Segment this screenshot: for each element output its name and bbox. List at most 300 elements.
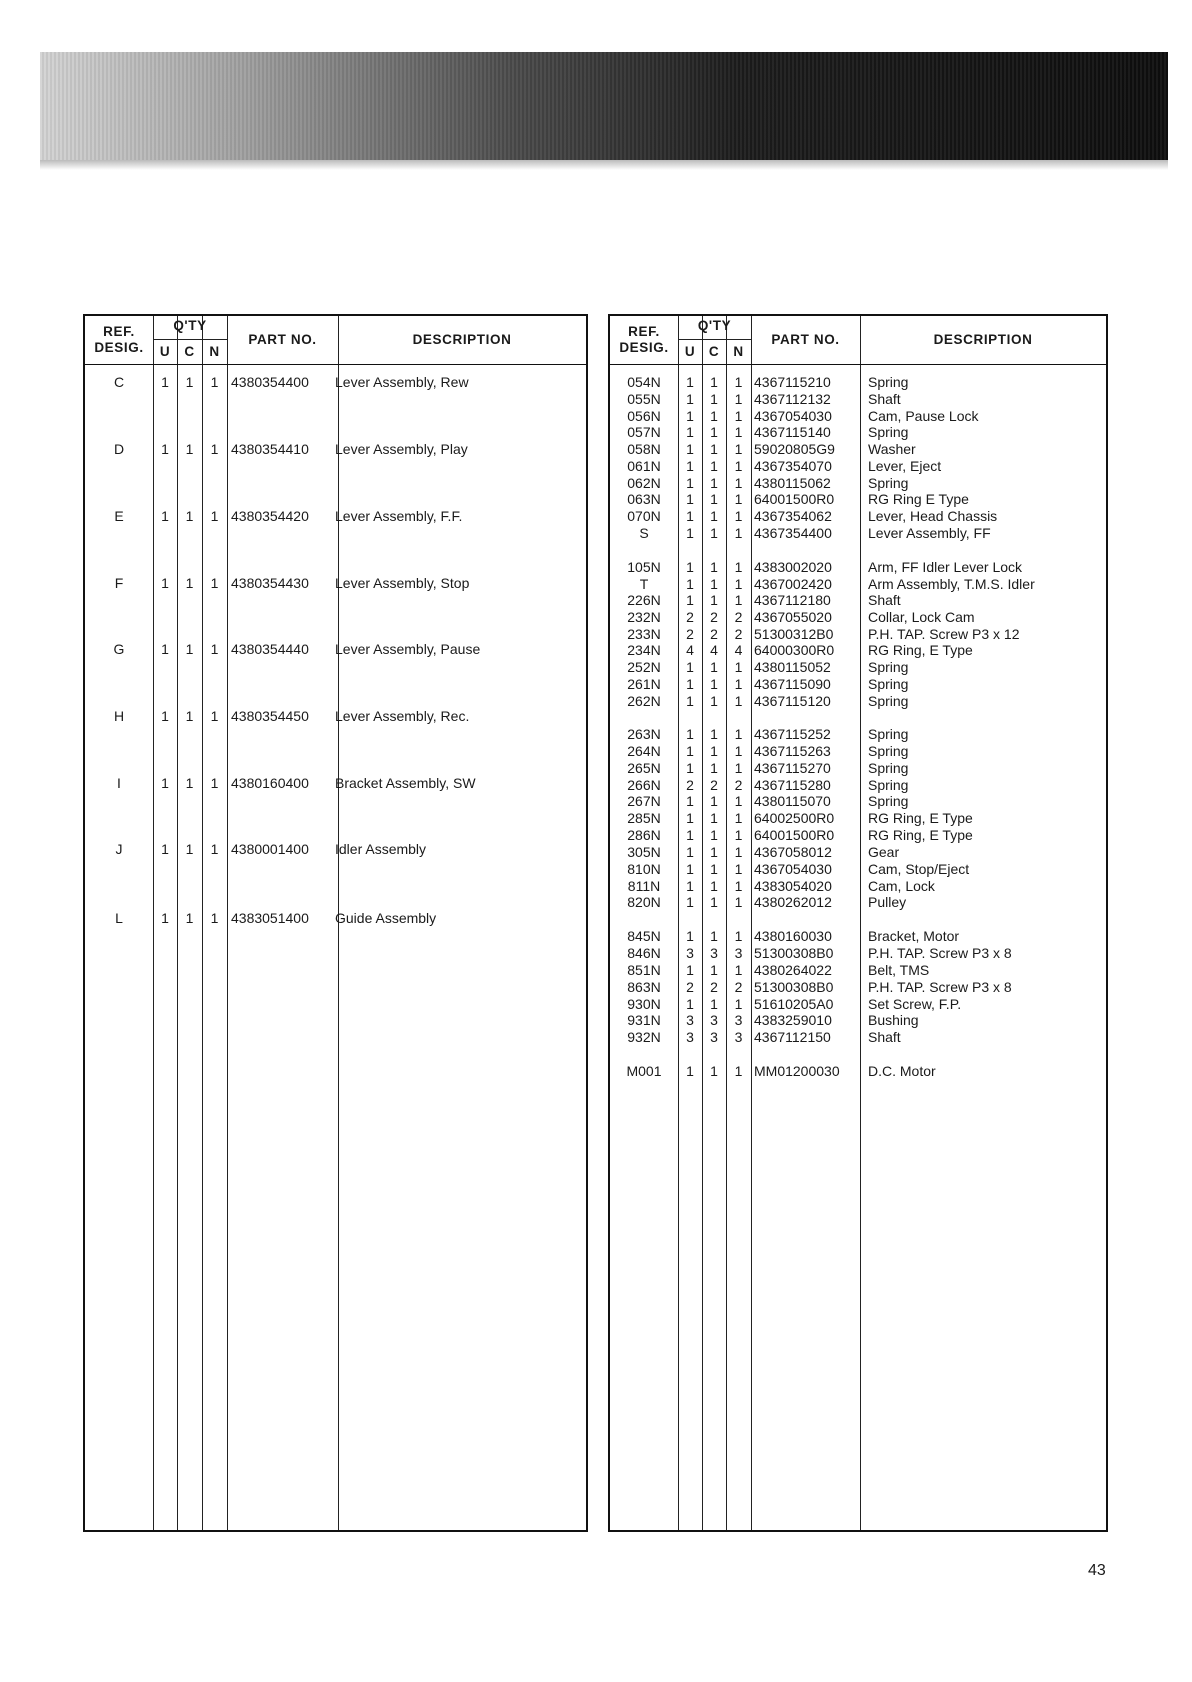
qty-n-cell: 3 xyxy=(734,945,743,961)
table-row xyxy=(610,676,1106,693)
table-row xyxy=(610,1012,1106,1029)
qty-n-cell: 1 xyxy=(734,475,743,491)
table-row xyxy=(610,374,1106,391)
ref-desig-cell: C xyxy=(113,374,125,390)
qty-c-cell: 1 xyxy=(185,841,194,857)
qty-u-cell: 1 xyxy=(686,576,694,592)
ref-desig-cell: F xyxy=(114,575,124,591)
table-row xyxy=(610,1029,1106,1046)
qty-c-cell: 1 xyxy=(710,374,718,390)
qty-c-header: C xyxy=(708,344,720,359)
table-row xyxy=(85,775,586,792)
table-row xyxy=(610,861,1106,878)
qty-u-cell: 1 xyxy=(686,726,694,742)
part-no-header: PART NO. xyxy=(771,332,840,347)
qty-c-cell: 1 xyxy=(710,996,718,1012)
ref-desig-cell: H xyxy=(113,708,125,724)
qty-u-cell: 3 xyxy=(686,1029,694,1045)
ref-desig-cell: 846N xyxy=(627,945,661,961)
qty-u-cell: 2 xyxy=(686,626,694,642)
qty-c-cell: 1 xyxy=(710,894,718,910)
part-no-cell: 4367112150 xyxy=(754,1029,831,1045)
part-no-cell: 51300308B0 xyxy=(754,945,834,961)
qty-n-cell: 1 xyxy=(734,458,743,474)
qty-u-cell: 1 xyxy=(161,575,169,591)
qty-n-cell: 1 xyxy=(734,861,743,877)
qty-c-cell: 1 xyxy=(710,827,718,843)
qty-c-cell: 4 xyxy=(710,642,718,658)
qty-u-cell: 1 xyxy=(686,827,694,843)
qty-c-cell: 2 xyxy=(710,979,718,995)
qty-n-cell: 1 xyxy=(210,841,219,857)
description-cell: Lever Assembly, Stop xyxy=(335,575,470,591)
ref-desig-cell: 931N xyxy=(627,1012,661,1028)
ref-desig-cell: 070N xyxy=(627,508,661,524)
table-row xyxy=(85,508,586,525)
qty-n-cell: 1 xyxy=(734,592,743,608)
table-row xyxy=(85,374,586,391)
description-cell: Lever Assembly, Pause xyxy=(335,641,481,657)
part-no-cell: 4380160400 xyxy=(231,775,309,791)
ref-desig-cell: 056N xyxy=(627,408,661,424)
part-no-cell: 4367115210 xyxy=(754,374,831,390)
qty-u-header: U xyxy=(159,344,171,359)
part-no-cell: 4380160030 xyxy=(754,928,832,944)
qty-n-cell: 1 xyxy=(210,910,219,926)
qty-u-cell: 1 xyxy=(686,559,694,575)
qty-c-cell: 1 xyxy=(710,793,718,809)
part-no-cell: 4383054020 xyxy=(754,878,832,894)
qty-u-cell: 1 xyxy=(686,592,694,608)
ref-desig-cell: I xyxy=(117,775,121,791)
part-no-cell: 4367112132 xyxy=(754,391,831,407)
qty-n-cell: 2 xyxy=(734,626,743,642)
ref-desig-cell: 252N xyxy=(627,659,661,675)
description-cell: Lever, Eject xyxy=(868,458,942,474)
description-cell: Belt, TMS xyxy=(868,962,930,978)
qty-c-cell: 1 xyxy=(710,1063,718,1079)
table-row xyxy=(610,810,1106,827)
qty-c-cell: 1 xyxy=(710,659,718,675)
table-row xyxy=(85,841,586,858)
qty-n-cell: 1 xyxy=(734,374,743,390)
qty-c-cell: 1 xyxy=(710,726,718,742)
qty-u-cell: 1 xyxy=(686,525,694,541)
part-no-cell: 4367115270 xyxy=(754,760,831,776)
description-cell: Lever Assembly, FF xyxy=(868,525,991,541)
description-cell: Shaft xyxy=(868,592,901,608)
qty-c-cell: 1 xyxy=(710,475,718,491)
header-banner xyxy=(40,52,1168,160)
table-row xyxy=(610,525,1106,542)
table-row xyxy=(610,793,1106,810)
part-no-cell: 4380115070 xyxy=(754,793,831,809)
table-row xyxy=(610,559,1106,576)
table-row xyxy=(610,424,1106,441)
table-row xyxy=(610,777,1106,794)
qty-u-cell: 1 xyxy=(686,408,694,424)
part-no-cell: 4367054030 xyxy=(754,861,832,877)
part-no-cell: 4380262012 xyxy=(754,894,832,910)
table-row xyxy=(610,408,1106,425)
qty-c-cell: 2 xyxy=(710,777,718,793)
qty-c-cell: 1 xyxy=(710,441,718,457)
qty-u-cell: 1 xyxy=(686,996,694,1012)
qty-u-cell: 1 xyxy=(161,910,169,926)
description-cell: RG Ring, E Type xyxy=(868,642,973,658)
qty-n-cell: 1 xyxy=(210,441,219,457)
qty-n-cell: 1 xyxy=(734,693,743,709)
qty-n-cell: 1 xyxy=(734,676,743,692)
table-row xyxy=(610,441,1106,458)
ref-desig-cell: 226N xyxy=(627,592,661,608)
description-cell: Spring xyxy=(868,760,909,776)
qty-n-cell: 3 xyxy=(734,1012,743,1028)
qty-n-cell: 2 xyxy=(734,979,743,995)
qty-c-cell: 1 xyxy=(710,458,718,474)
table-row xyxy=(610,743,1106,760)
part-no-cell: 4380354430 xyxy=(231,575,309,591)
qty-c-cell: 1 xyxy=(710,391,718,407)
table-row xyxy=(610,827,1106,844)
table-row xyxy=(610,609,1106,626)
part-no-cell: 4367115263 xyxy=(754,743,831,759)
part-no-cell: 4367055020 xyxy=(754,609,832,625)
part-no-cell: 4380354440 xyxy=(231,641,309,657)
qty-header: Q'TY xyxy=(697,318,732,333)
qty-n-cell: 1 xyxy=(734,576,743,592)
description-cell: Lever Assembly, Rec. xyxy=(335,708,470,724)
qty-n-cell: 1 xyxy=(734,810,743,826)
part-no-cell: 4367354062 xyxy=(754,508,832,524)
description-cell: RG Ring, E Type xyxy=(868,810,973,826)
part-no-cell: 4367058012 xyxy=(754,844,832,860)
description-cell: Lever Assembly, Rew xyxy=(335,374,469,390)
description-cell: Gear xyxy=(868,844,900,860)
description-cell: Bushing xyxy=(868,1012,919,1028)
part-no-cell: 4383259010 xyxy=(754,1012,832,1028)
qty-u-cell: 1 xyxy=(686,861,694,877)
table-row xyxy=(610,458,1106,475)
qty-u-cell: 1 xyxy=(686,793,694,809)
qty-c-cell: 1 xyxy=(710,491,718,507)
ref-desig-cell: G xyxy=(113,641,125,657)
part-no-cell: 51300312B0 xyxy=(754,626,834,642)
part-no-cell: 4367115140 xyxy=(754,424,831,440)
ref-desig-cell: D xyxy=(113,441,125,457)
qty-u-cell: 1 xyxy=(686,810,694,826)
qty-c-cell: 1 xyxy=(710,424,718,440)
part-no-cell: 64000300R0 xyxy=(754,642,835,658)
qty-c-cell: 3 xyxy=(710,1012,718,1028)
qty-n-cell: 1 xyxy=(734,894,743,910)
part-no-cell: 59020805G9 xyxy=(754,441,835,457)
description-cell: RG Ring, E Type xyxy=(868,827,973,843)
ref-desig-cell: J xyxy=(115,841,123,857)
description-cell: Spring xyxy=(868,424,909,440)
qty-c-cell: 1 xyxy=(710,592,718,608)
description-cell: Bracket, Motor xyxy=(868,928,960,944)
ref-desig-cell: 232N xyxy=(627,609,661,625)
qty-c-cell: 1 xyxy=(185,575,194,591)
ref-desig-cell: 265N xyxy=(627,760,661,776)
qty-c-cell: 1 xyxy=(710,693,718,709)
part-no-cell: 4367054030 xyxy=(754,408,832,424)
description-cell: Guide Assembly xyxy=(335,910,437,926)
description-cell: Shaft xyxy=(868,1029,901,1045)
table-row xyxy=(610,726,1106,743)
table-row xyxy=(610,592,1106,609)
qty-u-cell: 1 xyxy=(686,693,694,709)
description-cell: RG Ring E Type xyxy=(868,491,969,507)
part-no-cell: 4380354400 xyxy=(231,374,309,390)
qty-n-cell: 1 xyxy=(210,641,219,657)
qty-u-cell: 1 xyxy=(161,508,169,524)
part-no-cell: 4367115280 xyxy=(754,777,831,793)
qty-u-cell: 1 xyxy=(161,841,169,857)
description-cell: Spring xyxy=(868,777,909,793)
table-row xyxy=(610,760,1106,777)
part-no-cell: 4380354410 xyxy=(231,441,309,457)
description-cell: Set Screw, F.P. xyxy=(868,996,962,1012)
qty-u-cell: 3 xyxy=(686,945,694,961)
description-cell: P.H. TAP. Screw P3 x 12 xyxy=(868,626,1020,642)
ref-desig-cell: L xyxy=(115,910,123,926)
ref-desig-cell: 845N xyxy=(627,928,661,944)
qty-c-cell: 1 xyxy=(710,559,718,575)
ref-desig-cell: 264N xyxy=(627,743,661,759)
part-no-cell: 51300308B0 xyxy=(754,979,834,995)
ref-desig-cell: 820N xyxy=(627,894,661,910)
qty-u-cell: 1 xyxy=(161,441,169,457)
table-row xyxy=(610,576,1106,593)
table-row xyxy=(610,642,1106,659)
table-row xyxy=(610,475,1106,492)
part-no-cell: 4380354450 xyxy=(231,708,309,724)
ref-desig-cell: 262N xyxy=(627,693,661,709)
description-cell: Spring xyxy=(868,726,909,742)
part-no-cell: 4367115120 xyxy=(754,693,831,709)
description-cell: Collar, Lock Cam xyxy=(868,609,975,625)
description-cell: Arm, FF Idler Lever Lock xyxy=(868,559,1023,575)
ref-desig-cell: 105N xyxy=(627,559,661,575)
description-cell: Spring xyxy=(868,475,909,491)
part-no-cell: 4367112180 xyxy=(754,592,831,608)
qty-n-cell: 1 xyxy=(734,928,743,944)
qty-u-cell: 1 xyxy=(686,743,694,759)
qty-u-cell: 1 xyxy=(686,508,694,524)
table-row xyxy=(610,878,1106,895)
qty-n-cell: 2 xyxy=(734,609,743,625)
part-no-cell: 4380001400 xyxy=(231,841,309,857)
description-cell: Lever Assembly, F.F. xyxy=(335,508,463,524)
qty-n-cell: 1 xyxy=(734,391,743,407)
qty-n-cell: 1 xyxy=(734,996,743,1012)
ref-desig-cell: 851N xyxy=(627,962,661,978)
part-no-header: PART NO. xyxy=(248,332,317,347)
table-row xyxy=(610,626,1106,643)
parts-table-left xyxy=(83,314,588,1532)
qty-u-cell: 2 xyxy=(686,777,694,793)
part-no-cell: 64002500R0 xyxy=(754,810,835,826)
qty-u-cell: 1 xyxy=(686,374,694,390)
qty-c-cell: 1 xyxy=(710,962,718,978)
qty-n-cell: 1 xyxy=(734,743,743,759)
part-no-cell: 4380115052 xyxy=(754,659,831,675)
qty-u-cell: 1 xyxy=(686,441,694,457)
description-cell: Pulley xyxy=(868,894,907,910)
table-row xyxy=(610,962,1106,979)
part-no-cell: MM01200030 xyxy=(754,1063,840,1079)
qty-n-cell: 1 xyxy=(734,408,743,424)
part-no-cell: 4380115062 xyxy=(754,475,831,491)
qty-u-cell: 1 xyxy=(161,708,169,724)
ref-desig-cell: 263N xyxy=(627,726,661,742)
part-no-cell: 4380264022 xyxy=(754,962,832,978)
qty-u-cell: 1 xyxy=(686,424,694,440)
qty-u-cell: 1 xyxy=(161,775,169,791)
qty-c-cell: 3 xyxy=(710,945,718,961)
part-no-cell: 4367115090 xyxy=(754,676,831,692)
table-row xyxy=(610,844,1106,861)
ref-desig-cell: 061N xyxy=(627,458,661,474)
ref-desig-cell: 930N xyxy=(627,996,661,1012)
qty-c-cell: 1 xyxy=(710,760,718,776)
qty-u-cell: 1 xyxy=(686,878,694,894)
description-cell: Cam, Pause Lock xyxy=(868,408,979,424)
table-row xyxy=(610,928,1106,945)
description-cell: Bracket Assembly, SW xyxy=(335,775,476,791)
qty-header: Q'TY xyxy=(173,318,207,333)
qty-n-cell: 1 xyxy=(734,726,743,742)
page-number: 43 xyxy=(1088,1562,1106,1579)
qty-n-cell: 1 xyxy=(210,775,219,791)
qty-c-cell: 1 xyxy=(710,928,718,944)
part-no-cell: 4367002420 xyxy=(754,576,832,592)
table-row xyxy=(610,894,1106,911)
part-no-cell: 4380354420 xyxy=(231,508,309,524)
qty-c-cell: 1 xyxy=(710,810,718,826)
qty-c-cell: 1 xyxy=(710,576,718,592)
ref-desig-cell: S xyxy=(639,525,649,541)
table-row xyxy=(610,659,1106,676)
ref-desig-cell: 285N xyxy=(627,810,661,826)
ref-desig-cell: 233N xyxy=(627,626,661,642)
qty-n-header: N xyxy=(733,344,744,359)
ref-desig-cell: M001 xyxy=(626,1063,662,1079)
qty-n-cell: 2 xyxy=(734,777,743,793)
qty-u-cell: 1 xyxy=(686,676,694,692)
qty-u-cell: 1 xyxy=(686,928,694,944)
ref-desig-cell: 054N xyxy=(627,374,661,390)
description-cell: Cam, Lock xyxy=(868,878,935,894)
qty-c-cell: 1 xyxy=(710,861,718,877)
description-cell: Spring xyxy=(868,743,909,759)
qty-n-cell: 1 xyxy=(210,575,219,591)
description-header: DESCRIPTION xyxy=(412,332,512,347)
qty-c-cell: 2 xyxy=(710,626,718,642)
ref-desig-cell: 863N xyxy=(627,979,661,995)
ref-desig-cell: 058N xyxy=(627,441,661,457)
description-cell: Lever, Head Chassis xyxy=(868,508,998,524)
qty-c-cell: 1 xyxy=(185,508,194,524)
qty-c-cell: 2 xyxy=(710,609,718,625)
table-row xyxy=(85,910,586,927)
description-cell: Spring xyxy=(868,659,909,675)
ref-desig-cell: T xyxy=(639,576,649,592)
qty-n-header: N xyxy=(209,344,220,359)
ref-desig-cell: 305N xyxy=(627,844,661,860)
qty-n-cell: 1 xyxy=(734,525,743,541)
table-row xyxy=(85,575,586,592)
ref-desig-cell: 267N xyxy=(627,793,661,809)
description-cell: Washer xyxy=(868,441,916,457)
qty-n-cell: 1 xyxy=(734,793,743,809)
table-row xyxy=(85,441,586,458)
qty-u-cell: 1 xyxy=(686,760,694,776)
ref-desig-cell: 811N xyxy=(627,878,661,894)
qty-u-cell: 1 xyxy=(161,641,169,657)
part-no-cell: 51610205A0 xyxy=(754,996,834,1012)
description-header: DESCRIPTION xyxy=(933,332,1033,347)
part-no-cell: 64001500R0 xyxy=(754,491,835,507)
table-row xyxy=(610,996,1106,1013)
qty-n-cell: 3 xyxy=(734,1029,743,1045)
description-cell: Spring xyxy=(868,793,909,809)
description-cell: Spring xyxy=(868,676,909,692)
qty-n-cell: 1 xyxy=(734,441,743,457)
qty-u-cell: 1 xyxy=(161,374,169,390)
description-cell: P.H. TAP. Screw P3 x 8 xyxy=(868,979,1012,995)
qty-u-cell: 1 xyxy=(686,391,694,407)
parts-table-right xyxy=(608,314,1108,1532)
ref-desig-cell: 234N xyxy=(627,642,661,658)
qty-u-cell: 2 xyxy=(686,609,694,625)
qty-c-cell: 1 xyxy=(185,775,194,791)
qty-n-cell: 1 xyxy=(210,508,219,524)
table-row xyxy=(85,708,586,725)
part-no-cell: 4383002020 xyxy=(754,559,832,575)
part-no-cell: 4383051400 xyxy=(231,910,309,926)
table-row xyxy=(610,1063,1106,1080)
ref-header: REF. DESIG. xyxy=(619,324,669,355)
qty-n-cell: 4 xyxy=(734,642,743,658)
qty-n-cell: 1 xyxy=(734,659,743,675)
qty-c-cell: 1 xyxy=(710,508,718,524)
qty-u-cell: 3 xyxy=(686,1012,694,1028)
table-row xyxy=(85,641,586,658)
part-no-cell: 4367354400 xyxy=(754,525,832,541)
qty-n-cell: 1 xyxy=(210,374,219,390)
qty-u-cell: 1 xyxy=(686,458,694,474)
table-row xyxy=(610,508,1106,525)
qty-u-cell: 1 xyxy=(686,491,694,507)
qty-n-cell: 1 xyxy=(734,508,743,524)
description-cell: Arm Assembly, T.M.S. Idler xyxy=(868,576,1035,592)
table-row xyxy=(610,693,1106,710)
qty-n-cell: 1 xyxy=(734,559,743,575)
ref-desig-cell: 286N xyxy=(627,827,661,843)
qty-n-cell: 1 xyxy=(734,962,743,978)
part-no-cell: 4367354070 xyxy=(754,458,832,474)
qty-u-cell: 4 xyxy=(686,642,694,658)
qty-c-cell: 1 xyxy=(185,641,194,657)
qty-c-cell: 3 xyxy=(710,1029,718,1045)
qty-n-cell: 1 xyxy=(734,424,743,440)
ref-desig-cell: 057N xyxy=(627,424,661,440)
ref-header: REF. DESIG. xyxy=(94,324,144,355)
qty-c-cell: 1 xyxy=(710,676,718,692)
